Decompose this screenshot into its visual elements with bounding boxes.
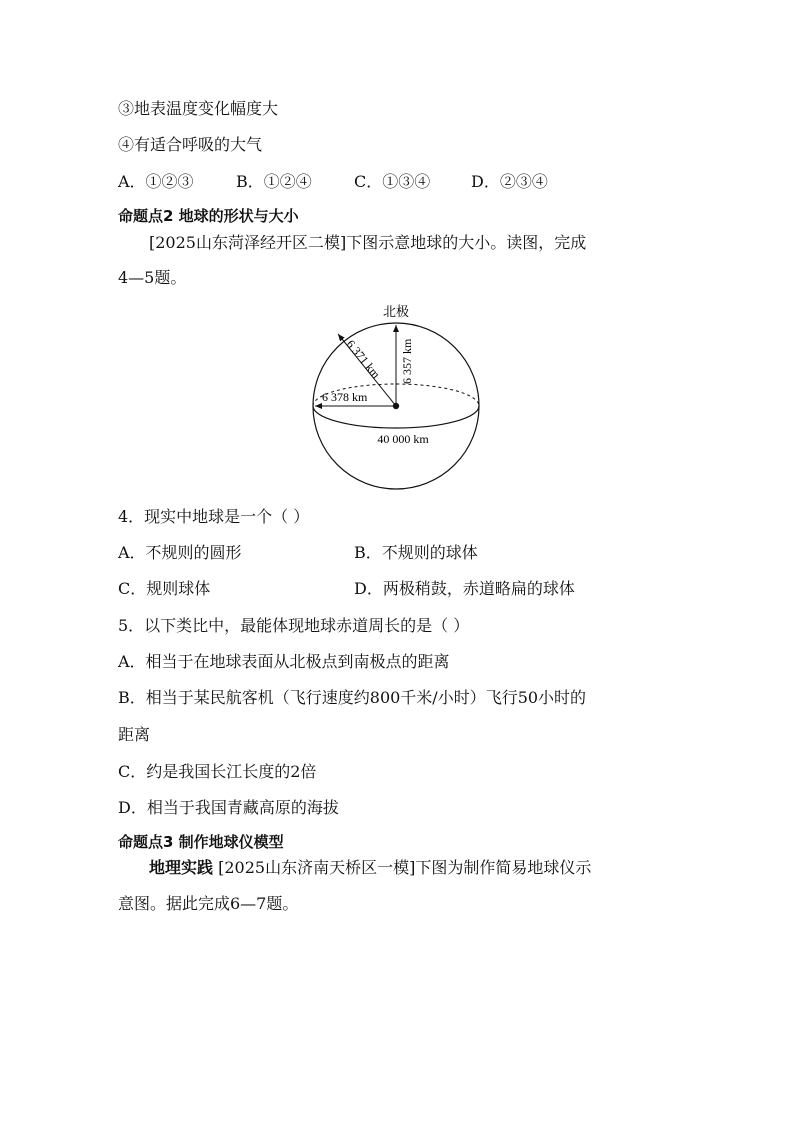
circumference-label: 40 000 km [377,432,429,446]
q3-option-c[interactable]: C．①③④ [354,172,431,191]
section-3-intro-line-2: 意图。据此完成6—7题。 [118,894,299,913]
q5-option-b-line-2[interactable]: 距离 [118,725,151,744]
q3-option-a[interactable]: A．①②③ [118,172,194,191]
q5-option-a[interactable]: A．相当于在地球表面从北极点到南极点的距离 [118,652,450,671]
q4-option-b[interactable]: B．不规则的球体 [354,543,478,562]
section-3-intro-line-1 [149,858,591,878]
q5-option-d[interactable]: D．相当于我国青藏高原的海拔 [118,798,339,817]
section-2-intro-line-2: 4—5题。 [118,268,187,287]
q3-option-d[interactable]: D．②③④ [471,172,548,191]
earth-center-dot [393,403,399,409]
section-3-heading: 命题点3 制作地球仪模型 [118,833,284,851]
q4-option-d[interactable]: D．两极稍鼓，赤道略扁的球体 [354,579,575,598]
section-3-intro-text: [2025山东济南天桥区一模]下图为制作简易地球仪示 [218,858,592,877]
earth-size-figure [300,300,500,490]
north-pole-label: 北极 [382,304,410,319]
equator-front [313,406,479,428]
section-2-heading: 命题点2 地球的形状与大小 [118,207,299,225]
question-5-stem: 5．以下类比中，最能体现地球赤道周长的是（ ） [118,616,470,635]
q3-option-b[interactable]: B．①②④ [236,172,312,191]
q4-option-c[interactable]: C．规则球体 [118,579,211,598]
question-3-item-3: ③地表温度变化幅度大 [118,99,279,118]
q4-option-a[interactable]: A．不规则的圆形 [118,543,242,562]
section-2-intro-line-1: [2025山东菏泽经开区二模]下图示意地球的大小。读图，完成 [149,233,587,252]
q5-option-c[interactable]: C．约是我国长江长度的2倍 [118,762,317,781]
question-3-item-4: ④有适合呼吸的大气 [118,135,263,154]
radius-equatorial-label: 6 378 km [322,390,368,404]
geography-practice-label: 地理实践 [149,858,214,877]
question-4-stem: 4．现实中地球是一个（ ） [118,507,310,526]
radius-mean-label: 6 371 km [343,337,384,382]
q5-option-b-line-1[interactable]: B．相当于某民航客机（飞行速度约800千米/小时）飞行50小时的 [118,688,587,707]
radius-polar-label: 6 357 km [400,338,414,384]
